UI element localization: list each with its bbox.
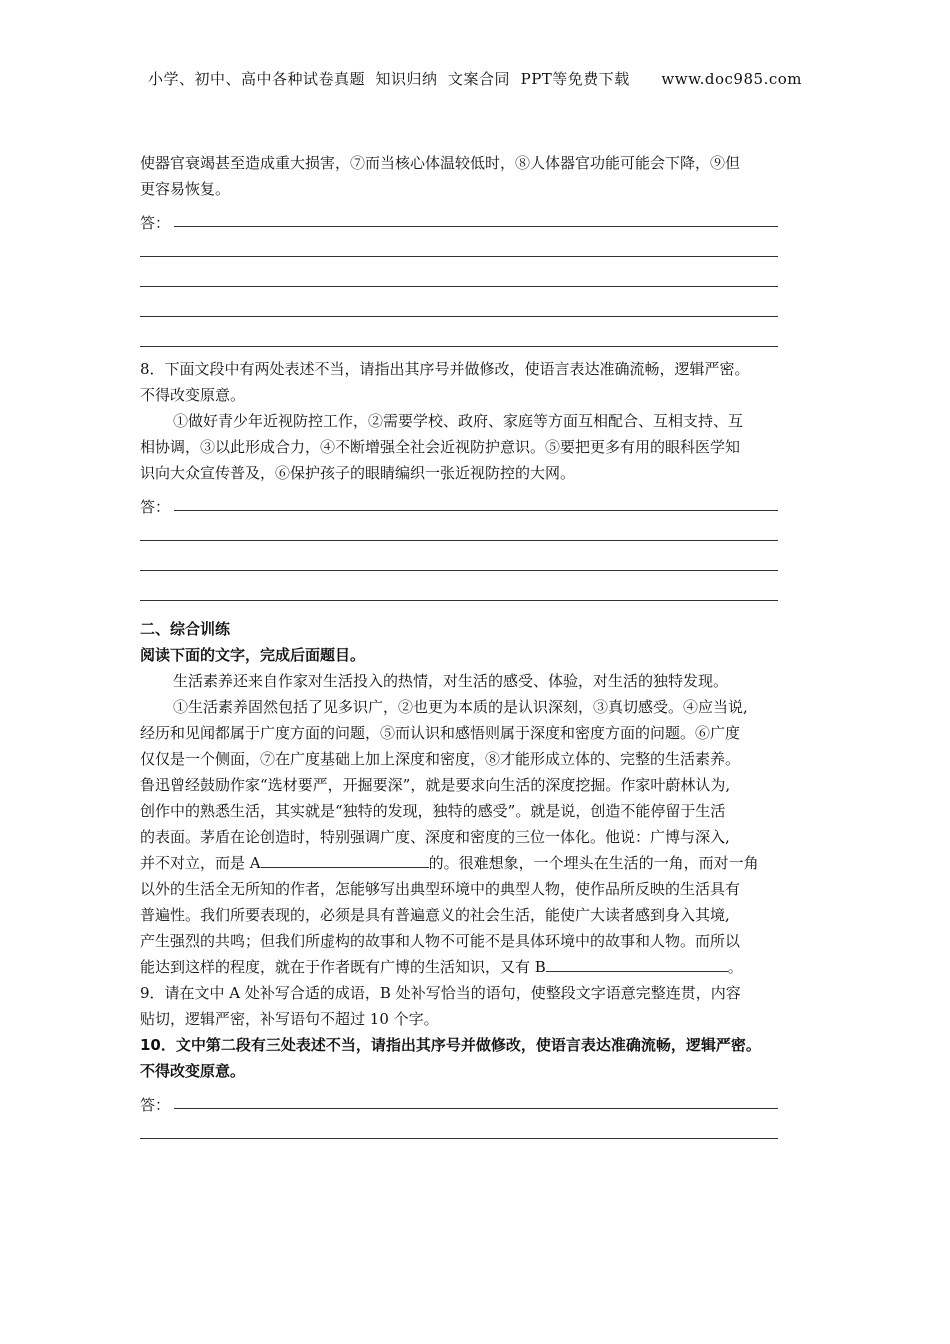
answer-block-8 <box>140 486 812 606</box>
answer-block-10 <box>140 1084 812 1144</box>
question-prompt-line: 不得改变原意。 <box>140 1062 246 1080</box>
passage-line: 相协调，③以此形成合力，④不断增强全社会近视防护意识。⑤要把更多有用的眼科医学知 <box>140 438 741 456</box>
passage-line: 使器官衰竭甚至造成重大损害，⑦而当核心体温较低时，⑧人体器官功能可能会下降，⑨但 <box>140 154 741 172</box>
answer-block-7 <box>140 202 812 352</box>
passage-line: 鲁迅曾经鼓励作家“选材要严，开掘要深”，就是要求向生活的深度挖掘。作家叶蔚林认为, <box>140 776 731 794</box>
previous-passage-continuation <box>140 150 812 202</box>
passage-line-with-blank-b: 能达到这样的程度，就在于作者既有广博的生活知识，又有 B 。 <box>140 954 812 980</box>
blank-b[interactable] <box>546 955 728 972</box>
passage-line: 识向大众宣传普及，⑥保护孩子的眼睛编织一张近视防控的大网。 <box>140 464 576 482</box>
passage-line: 以外的生活全无所知的作者，怎能够写出典型环境中的典型人物，使作品所反映的生活具有 <box>140 880 741 898</box>
passage-line: 经历和见闻都属于广度方面的问题，⑤而认识和感悟则属于深度和密度方面的问题。⑥广度 <box>140 724 741 742</box>
answer-line[interactable] <box>174 1108 778 1109</box>
section-2 <box>140 616 812 980</box>
question-prompt-line: 8．下面文段中有两处表述不当，请指出其序号并做修改，使语言表达准确流畅，逻辑严密。 <box>140 360 750 378</box>
answer-label: 答： <box>140 498 171 516</box>
passage-line: 的表面。茅盾在论创造时，特别强调广度、深度和密度的三位一体化。他说：广博与深入, <box>140 828 730 846</box>
answer-line[interactable] <box>140 540 778 541</box>
question-10 <box>140 1032 812 1084</box>
passage-line: 更容易恢复。 <box>140 180 231 198</box>
passage-line: ①生活素养固然包括了见多识广，②也更为本质的是认识深刻，③真切感受。④应当说, <box>173 698 748 716</box>
answer-line[interactable] <box>140 570 778 571</box>
answer-line[interactable] <box>174 226 778 227</box>
page-header: 小学、初中、高中各种试卷真题 知识归纳 文案合同 PPT等免费下载 www.doc985.com <box>147 70 802 88</box>
question-8 <box>140 356 812 486</box>
answer-line[interactable] <box>140 600 778 601</box>
answer-line[interactable] <box>140 1138 778 1139</box>
question-prompt-line: 不得改变原意。 <box>140 386 246 404</box>
question-9 <box>140 980 812 1032</box>
reading-instruction: 阅读下面的文字，完成后面题目。 <box>140 646 366 664</box>
section-title: 二、综合训练 <box>140 620 231 638</box>
answer-line[interactable] <box>140 346 778 347</box>
passage-line: 普遍性。我们所要表现的，必须是具有普遍意义的社会生活，能使广大读者感到身入其境, <box>140 906 730 924</box>
passage-paragraph-1: 生活素养还来自作家对生活投入的热情，对生活的感受、体验，对生活的独特发现。 <box>173 672 729 690</box>
answer-label: 答： <box>140 1096 171 1114</box>
blank-a[interactable] <box>261 851 429 868</box>
passage-line: 仅仅是一个侧面，⑦在广度基础上加上深度和密度，⑧才能形成立体的、完整的生活素养。 <box>140 750 741 768</box>
answer-line[interactable] <box>140 256 778 257</box>
answer-line[interactable] <box>174 510 778 511</box>
answer-line[interactable] <box>140 286 778 287</box>
passage-line: 创作中的熟悉生活，其实就是“独特的发现，独特的感受”。就是说，创造不能停留于生活 <box>140 802 726 820</box>
answer-label: 答： <box>140 214 171 232</box>
content-body <box>140 150 812 1144</box>
passage-line-with-blank-a: 并不对立，而是 A 的。很难想象，一个埋头在生活的一角，而对一角 <box>140 850 812 876</box>
question-prompt-line: 贴切，逻辑严密，补写语句不超过 10 个字。 <box>140 1010 439 1028</box>
answer-line[interactable] <box>140 316 778 317</box>
passage-line: 产生强烈的共鸣；但我们所虚构的故事和人物不可能不是具体环境中的故事和人物。而所以 <box>140 932 741 950</box>
question-prompt-line: 9．请在文中 A 处补写合适的成语，B 处补写恰当的语句，使整段文字语意完整连贯，内容 <box>140 984 741 1002</box>
question-prompt-line: 10．文中第二段有三处表述不当，请指出其序号并做修改，使语言表达准确流畅，逻辑严密。 <box>140 1036 761 1054</box>
passage-line: ①做好青少年近视防控工作，②需要学校、政府、家庭等方面互相配合、互相支持、互 <box>173 412 744 430</box>
